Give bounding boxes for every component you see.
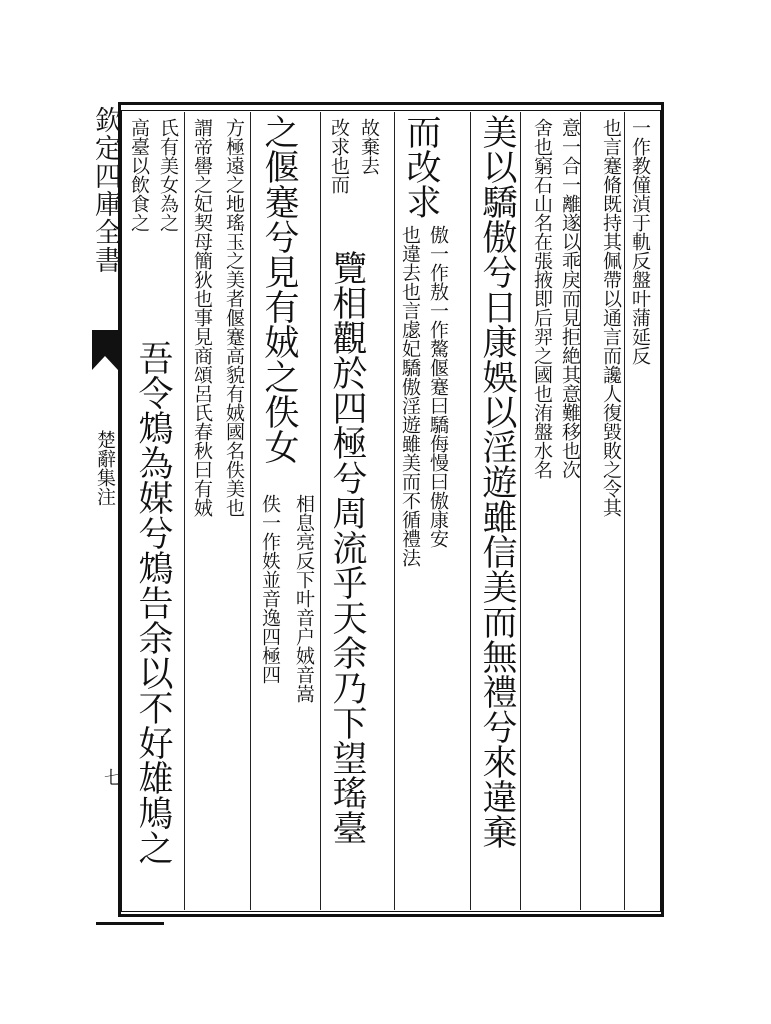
text-column-10: 改求也而 <box>328 118 350 194</box>
text-column-9: 故棄去 <box>358 118 380 175</box>
text-column-19: 吾令鴆為媒兮鴆告余以不好雄鳩之 <box>133 340 173 865</box>
book-title: 楚辭集注 <box>94 430 116 506</box>
column-divider <box>470 112 471 910</box>
text-column-4: 舍也窮石山名在張掖即后羿之國也洧盤水名 <box>531 118 553 479</box>
text-column-6: 傲一作敖一作驁偃蹇曰驕侮慢曰傲康安 <box>427 225 449 548</box>
text-column-14: 之偃蹇兮見有娀之佚女 <box>259 114 299 464</box>
column-divider <box>184 112 185 910</box>
collection-title: 欽定四庫全書 <box>90 106 121 274</box>
text-column-11: 覽相觀於四極兮周流乎天余乃下望瑤臺 <box>327 250 367 845</box>
text-column-15: 方極遠之地瑤玉之美者偃蹇高貌有娀國名佚美也 <box>223 118 245 517</box>
text-column-17: 氏有美女為之 <box>157 118 179 232</box>
text-column-12: 相息亮反下叶音户娀音嵩 <box>293 494 315 703</box>
text-column-8: 而改求 <box>401 114 441 219</box>
text-column-7: 也違去也言虙妃驕傲淫遊雖美而不循禮法 <box>399 225 421 567</box>
column-divider <box>520 112 521 910</box>
bottom-rule <box>96 922 164 925</box>
column-divider <box>250 112 251 910</box>
text-column-2: 也言蹇脩既持其佩帶以通言而讒人復毀敗之令其 <box>600 118 622 517</box>
text-column-18: 高臺以飲食之 <box>128 118 150 232</box>
page-number: 七 <box>101 768 122 786</box>
text-column-13: 佚一作妷並音逸四極四 <box>259 494 281 684</box>
text-column-3: 意一合一離遂以乖戾而見拒絶其意難移也次 <box>559 118 581 479</box>
column-divider <box>624 112 625 910</box>
column-divider <box>394 112 395 910</box>
fishtail-mark-icon <box>92 330 118 370</box>
text-column-5: 美以驕傲兮日康娛以淫遊雖信美而無禮兮來違棄 <box>477 114 517 849</box>
text-column-16: 謂帝嚳之妃契母簡狄也事見商頌呂氏春秋曰有娀 <box>191 118 213 517</box>
text-column-1: 一作教僮湞于軌反盤叶蒲延反 <box>629 118 651 365</box>
column-divider <box>320 112 321 910</box>
